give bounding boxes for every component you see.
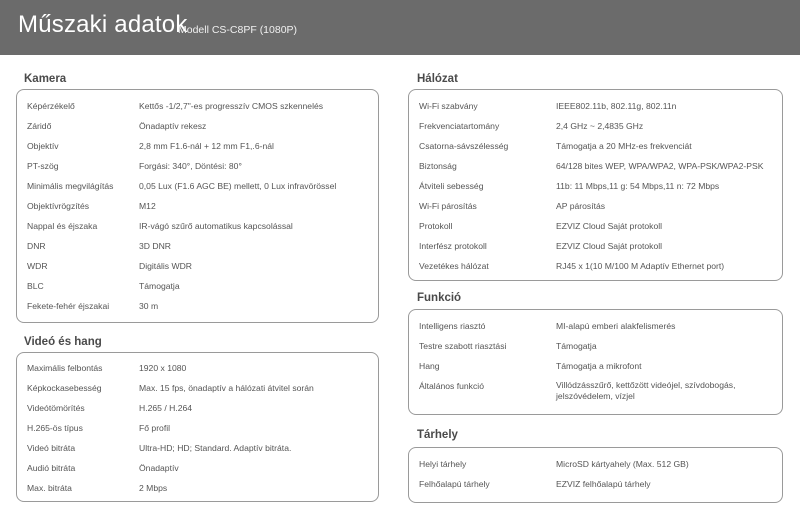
section-title-halozat: Hálózat: [417, 73, 458, 85]
spec-row: [17, 98, 378, 114]
spec-value: Max. 15 fps, önadaptív a hálózati átvitel során: [139, 383, 314, 393]
spec-row: [409, 338, 782, 354]
spec-row: [409, 138, 782, 154]
spec-label: Helyi tárhely: [419, 459, 467, 469]
spec-row: [17, 138, 378, 154]
spec-value: M12: [139, 201, 156, 211]
spec-row: [17, 158, 378, 174]
spec-label: Videótömörítés: [27, 403, 85, 413]
spec-value: Önadaptív rekesz: [139, 121, 207, 131]
spec-row: [409, 318, 782, 334]
spec-value: Támogatja: [556, 341, 597, 351]
page-title: Műszaki adatok: [18, 11, 188, 38]
spec-value: EZVIZ Cloud Saját protokoll: [556, 241, 663, 251]
spec-label: Fekete-fehér éjszakai: [27, 301, 110, 311]
spec-value: EZVIZ felhőalapú tárhely: [556, 479, 651, 489]
section-title-kamera: Kamera: [24, 73, 67, 85]
spec-value: MicroSD kártyahely (Max. 512 GB): [556, 459, 689, 469]
spec-label: Minimális megvilágítás: [27, 181, 114, 191]
spec-value: 1920 x 1080: [139, 363, 187, 373]
spec-value: 2,4 GHz ~ 2,4835 GHz: [556, 121, 644, 131]
spec-label: Maximális felbontás: [27, 363, 103, 373]
spec-row: [17, 440, 378, 456]
spec-value: RJ45 x 1(10 M/100 M Adaptív Ethernet port): [556, 261, 725, 271]
spec-value: Támogatja: [139, 281, 180, 291]
spec-box-kamera: [16, 89, 379, 323]
spec-row: [17, 218, 378, 234]
spec-value: AP párosítás: [556, 201, 606, 211]
spec-label: DNR: [27, 241, 46, 251]
spec-value: Villódzásszűrő, kettőzött videójel, szívdobogás, jelszóvédelem, vízjel: [556, 380, 736, 401]
spec-row: [17, 360, 378, 376]
spec-label: Interfész protokoll: [419, 241, 487, 251]
spec-label: Testre szabott riasztási: [419, 341, 507, 351]
spec-row: [409, 118, 782, 134]
spec-label: Max. bitráta: [27, 483, 72, 493]
spec-row: [17, 420, 378, 436]
spec-row: [409, 456, 782, 472]
model-label: Modell CS-C8PF (1080P): [178, 24, 298, 36]
spec-label: Nappal és éjszaka: [27, 221, 98, 231]
spec-row: [409, 158, 782, 174]
spec-label: WDR: [27, 261, 48, 271]
spec-label: Wi-Fi szabvány: [419, 101, 478, 111]
spec-label: Felhőalapú tárhely: [419, 479, 490, 489]
spec-row: [17, 178, 378, 194]
spec-value: Önadaptív: [139, 463, 179, 473]
spec-row: [17, 480, 378, 496]
spec-value: Kettős -1/2,7"-es progresszív CMOS szkennelés: [139, 101, 324, 111]
spec-box-tarhely: [408, 447, 783, 503]
spec-label: PT-szög: [27, 161, 59, 171]
spec-row: [409, 218, 782, 234]
spec-value: H.265 / H.264: [139, 403, 193, 413]
spec-label: Videó bitráta: [27, 443, 76, 453]
spec-label: Wi-Fi párosítás: [419, 201, 477, 211]
spec-value: Támogatja a mikrofont: [556, 361, 642, 371]
spec-label: Protokoll: [419, 221, 453, 231]
spec-label: Objektívrögzítés: [27, 201, 90, 211]
spec-row: [17, 258, 378, 274]
spec-row: [17, 460, 378, 476]
spec-row: [409, 238, 782, 254]
spec-value: 30 m: [139, 301, 159, 311]
spec-label: Vezetékes hálózat: [419, 261, 489, 271]
spec-label: Biztonság: [419, 161, 457, 171]
spec-value: IEEE802.11b, 802.11g, 802.11n: [556, 101, 677, 111]
spec-value: 2 Mbps: [139, 483, 168, 493]
spec-value: Támogatja a 20 MHz-es frekvenciát: [556, 141, 692, 151]
spec-row: [17, 118, 378, 134]
spec-value: 3D DNR: [139, 241, 171, 251]
spec-value: IR-vágó szűrő automatikus kapcsolással: [139, 221, 293, 231]
spec-value: 64/128 bites WEP, WPA/WPA2, WPA-PSK/WPA2-PSK: [556, 161, 764, 171]
spec-value: 0,05 Lux (F1.6 AGC BE) mellett, 0 Lux infravörössel: [139, 181, 337, 191]
spec-row: [409, 378, 782, 401]
spec-label: Audió bitráta: [27, 463, 76, 473]
header-bar: [0, 0, 800, 55]
spec-label: Intelligens riasztó: [419, 321, 486, 331]
spec-value: MI-alapú emberi alakfelismerés: [556, 321, 676, 331]
spec-value: Ultra-HD; HD; Standard. Adaptív bitráta.: [139, 443, 292, 453]
spec-label: H.265-ös típus: [27, 423, 83, 433]
spec-label: Képkockasebesség: [27, 383, 102, 393]
spec-value: Digitális WDR: [139, 261, 192, 271]
spec-row: [409, 258, 782, 274]
section-title-tarhely: Tárhely: [417, 429, 458, 441]
spec-label: Frekvenciatartomány: [419, 121, 500, 131]
section-title-video: Videó és hang: [24, 336, 102, 348]
spec-label: Hang: [419, 361, 440, 371]
spec-value: 11b: 11 Mbps,11 g: 54 Mbps,11 n: 72 Mbps: [556, 181, 720, 191]
spec-row: [17, 238, 378, 254]
spec-row: [17, 380, 378, 396]
spec-row: [409, 476, 782, 492]
spec-label: Általános funkció: [419, 381, 484, 391]
spec-label: Csatorna-sávszélesség: [419, 141, 509, 151]
spec-label: Objektív: [27, 141, 59, 151]
spec-row: [409, 198, 782, 214]
spec-box-halozat: [408, 89, 783, 281]
spec-row: [17, 298, 378, 314]
spec-row: [17, 278, 378, 294]
spec-row: [409, 358, 782, 374]
spec-value: Forgási: 340°, Döntési: 80°: [139, 161, 242, 171]
spec-label: Átviteli sebesség: [419, 181, 484, 191]
spec-value: 2,8 mm F1.6-nál + 12 mm F1,.6-nál: [139, 141, 274, 151]
spec-box-funkcio: [408, 309, 783, 415]
section-title-funkcio: Funkció: [417, 292, 462, 304]
spec-box-video: [16, 352, 379, 502]
spec-label: BLC: [27, 281, 44, 291]
spec-row: [409, 178, 782, 194]
spec-row: [17, 400, 378, 416]
spec-row: [17, 198, 378, 214]
spec-value: Fő profil: [139, 423, 171, 433]
spec-row: [409, 98, 782, 114]
spec-value: EZVIZ Cloud Saját protokoll: [556, 221, 663, 231]
spec-label: Képérzékelő: [27, 101, 75, 111]
spec-label: Záridő: [27, 121, 52, 131]
